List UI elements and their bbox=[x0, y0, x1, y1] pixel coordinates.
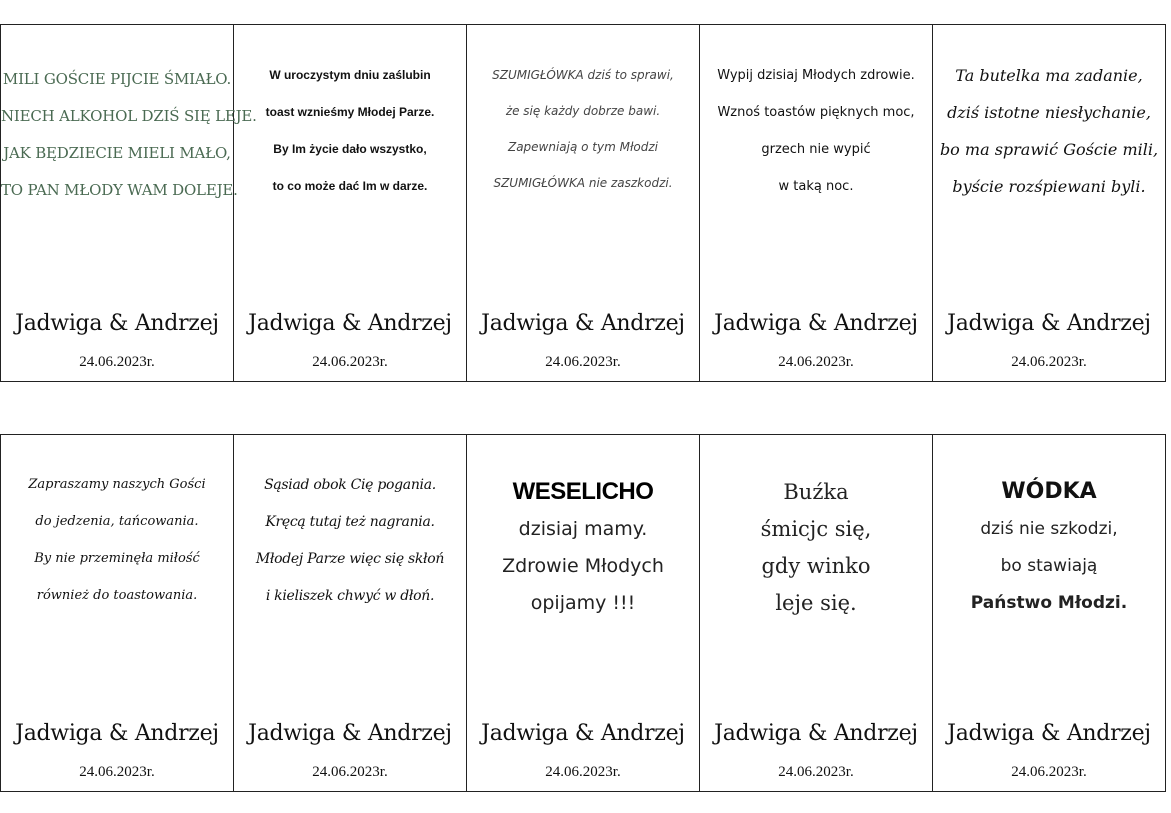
label-poem bbox=[467, 471, 699, 619]
poem-line: dziś istotne niesłychanie, bbox=[947, 103, 1151, 122]
couple-names: Jadwiga & Andrzej bbox=[248, 721, 452, 746]
bottle-label bbox=[700, 435, 933, 791]
label-poem bbox=[933, 61, 1165, 209]
label-poem bbox=[700, 61, 932, 209]
poem-line: Wznoś toastów pięknych moc, bbox=[717, 105, 915, 120]
poem-line: SZUMIGŁÓWKA dziś to sprawi, bbox=[492, 68, 674, 82]
poem-line: Buźka bbox=[783, 480, 849, 504]
poem-line: dziś nie szkodzi, bbox=[980, 519, 1118, 539]
wedding-date: 24.06.2023r. bbox=[1011, 354, 1087, 370]
poem-line: TO PAN MŁODY WAM DOLEJE. bbox=[1, 181, 238, 199]
wedding-date: 24.06.2023r. bbox=[312, 354, 388, 370]
wedding-date: 24.06.2023r. bbox=[545, 354, 621, 370]
couple-names: Jadwiga & Andrzej bbox=[481, 311, 685, 336]
poem-line: Wypij dzisiaj Młodych zdrowie. bbox=[717, 68, 915, 83]
label-poem bbox=[700, 471, 932, 619]
wedding-date: 24.06.2023r. bbox=[545, 764, 621, 780]
couple-names: Jadwiga & Andrzej bbox=[15, 721, 219, 746]
poem-line: w taką noc. bbox=[778, 179, 854, 194]
poem-line: Kręcą tutaj też nagrania. bbox=[265, 514, 435, 530]
label-poem bbox=[234, 61, 466, 209]
label-poem bbox=[1, 471, 233, 619]
poem-line: JAK BĘDZIECIE MIELI MAŁO, bbox=[3, 144, 231, 162]
poem-line: Młodej Parze więc się skłoń bbox=[255, 551, 445, 567]
couple-names: Jadwiga & Andrzej bbox=[481, 721, 685, 746]
poem-line: By Im życie dało wszystko, bbox=[273, 142, 427, 156]
poem-line: bo stawiają bbox=[1000, 556, 1098, 576]
poem-line: do jedzenia, tańcowania. bbox=[35, 514, 199, 529]
bottle-label bbox=[933, 25, 1165, 381]
wedding-date: 24.06.2023r. bbox=[312, 764, 388, 780]
bottle-label bbox=[700, 25, 933, 381]
wedding-date: 24.06.2023r. bbox=[778, 764, 854, 780]
poem-line: Państwo Młodzi. bbox=[970, 593, 1128, 613]
poem-line: MILI GOŚCIE PIJCIE ŚMIAŁO. bbox=[2, 70, 232, 88]
poem-heading: WESELICHO bbox=[512, 478, 654, 505]
poem-line: śmicjc się, bbox=[760, 517, 872, 541]
couple-names: Jadwiga & Andrzej bbox=[947, 311, 1151, 336]
bottle-label bbox=[1, 25, 257, 381]
poem-line: gdy winko bbox=[761, 554, 871, 578]
bottle-label bbox=[467, 25, 700, 381]
label-sheet-row-2 bbox=[0, 434, 1166, 792]
couple-names: Jadwiga & Andrzej bbox=[15, 311, 219, 336]
bottle-label bbox=[234, 435, 467, 791]
couple-names: Jadwiga & Andrzej bbox=[947, 721, 1151, 746]
poem-line: opijamy !!! bbox=[530, 592, 636, 614]
label-poem bbox=[467, 61, 699, 205]
wedding-date: 24.06.2023r. bbox=[1011, 764, 1087, 780]
couple-names: Jadwiga & Andrzej bbox=[714, 311, 918, 336]
poem-line: leje się. bbox=[775, 591, 857, 615]
label-poem bbox=[1, 61, 257, 209]
poem-line: Zdrowie Młodych bbox=[502, 555, 664, 577]
bottle-label bbox=[933, 435, 1165, 791]
couple-names: Jadwiga & Andrzej bbox=[248, 311, 452, 336]
poem-line: Sąsiad obok Cię pogania. bbox=[264, 477, 436, 493]
poem-line: również do toastowania. bbox=[36, 588, 198, 603]
poem-heading: WÓDKA bbox=[1001, 479, 1097, 504]
poem-line: Zapraszamy naszych Gości bbox=[28, 477, 206, 492]
label-poem bbox=[933, 471, 1165, 619]
poem-line: W uroczystym dniu zaślubin bbox=[269, 68, 431, 82]
wedding-date: 24.06.2023r. bbox=[79, 764, 155, 780]
bottle-label bbox=[1, 435, 234, 791]
wedding-date: 24.06.2023r. bbox=[79, 354, 155, 370]
poem-line: SZUMIGŁÓWKA nie zaszkodzi. bbox=[493, 176, 673, 190]
poem-line: toast wznieśmy Młodej Parze. bbox=[265, 105, 435, 119]
poem-line: i kieliszek chwyć w dłoń. bbox=[265, 588, 435, 604]
label-sheet-row-1 bbox=[0, 24, 1166, 382]
couple-names: Jadwiga & Andrzej bbox=[714, 721, 918, 746]
poem-line: że się każdy dobrze bawi. bbox=[505, 104, 661, 118]
poem-line: NIECH ALKOHOL DZIŚ SIĘ LEJE. bbox=[1, 107, 257, 125]
bottle-label bbox=[467, 435, 700, 791]
poem-line: to co może dać Im w darze. bbox=[272, 179, 428, 193]
poem-line: grzech nie wypić bbox=[761, 142, 871, 157]
poem-line: Ta butelka ma zadanie, bbox=[955, 66, 1143, 85]
wedding-date: 24.06.2023r. bbox=[778, 354, 854, 370]
poem-line: byście rozśpiewani byli. bbox=[952, 177, 1146, 196]
poem-line: dzisiaj mamy. bbox=[518, 518, 648, 540]
poem-line: By nie przeminęła miłość bbox=[34, 551, 200, 566]
poem-line: bo ma sprawić Goście mili, bbox=[939, 140, 1159, 159]
poem-line: Zapewniają o tym Młodzi bbox=[507, 140, 659, 154]
label-poem bbox=[234, 471, 466, 619]
bottle-label bbox=[234, 25, 467, 381]
